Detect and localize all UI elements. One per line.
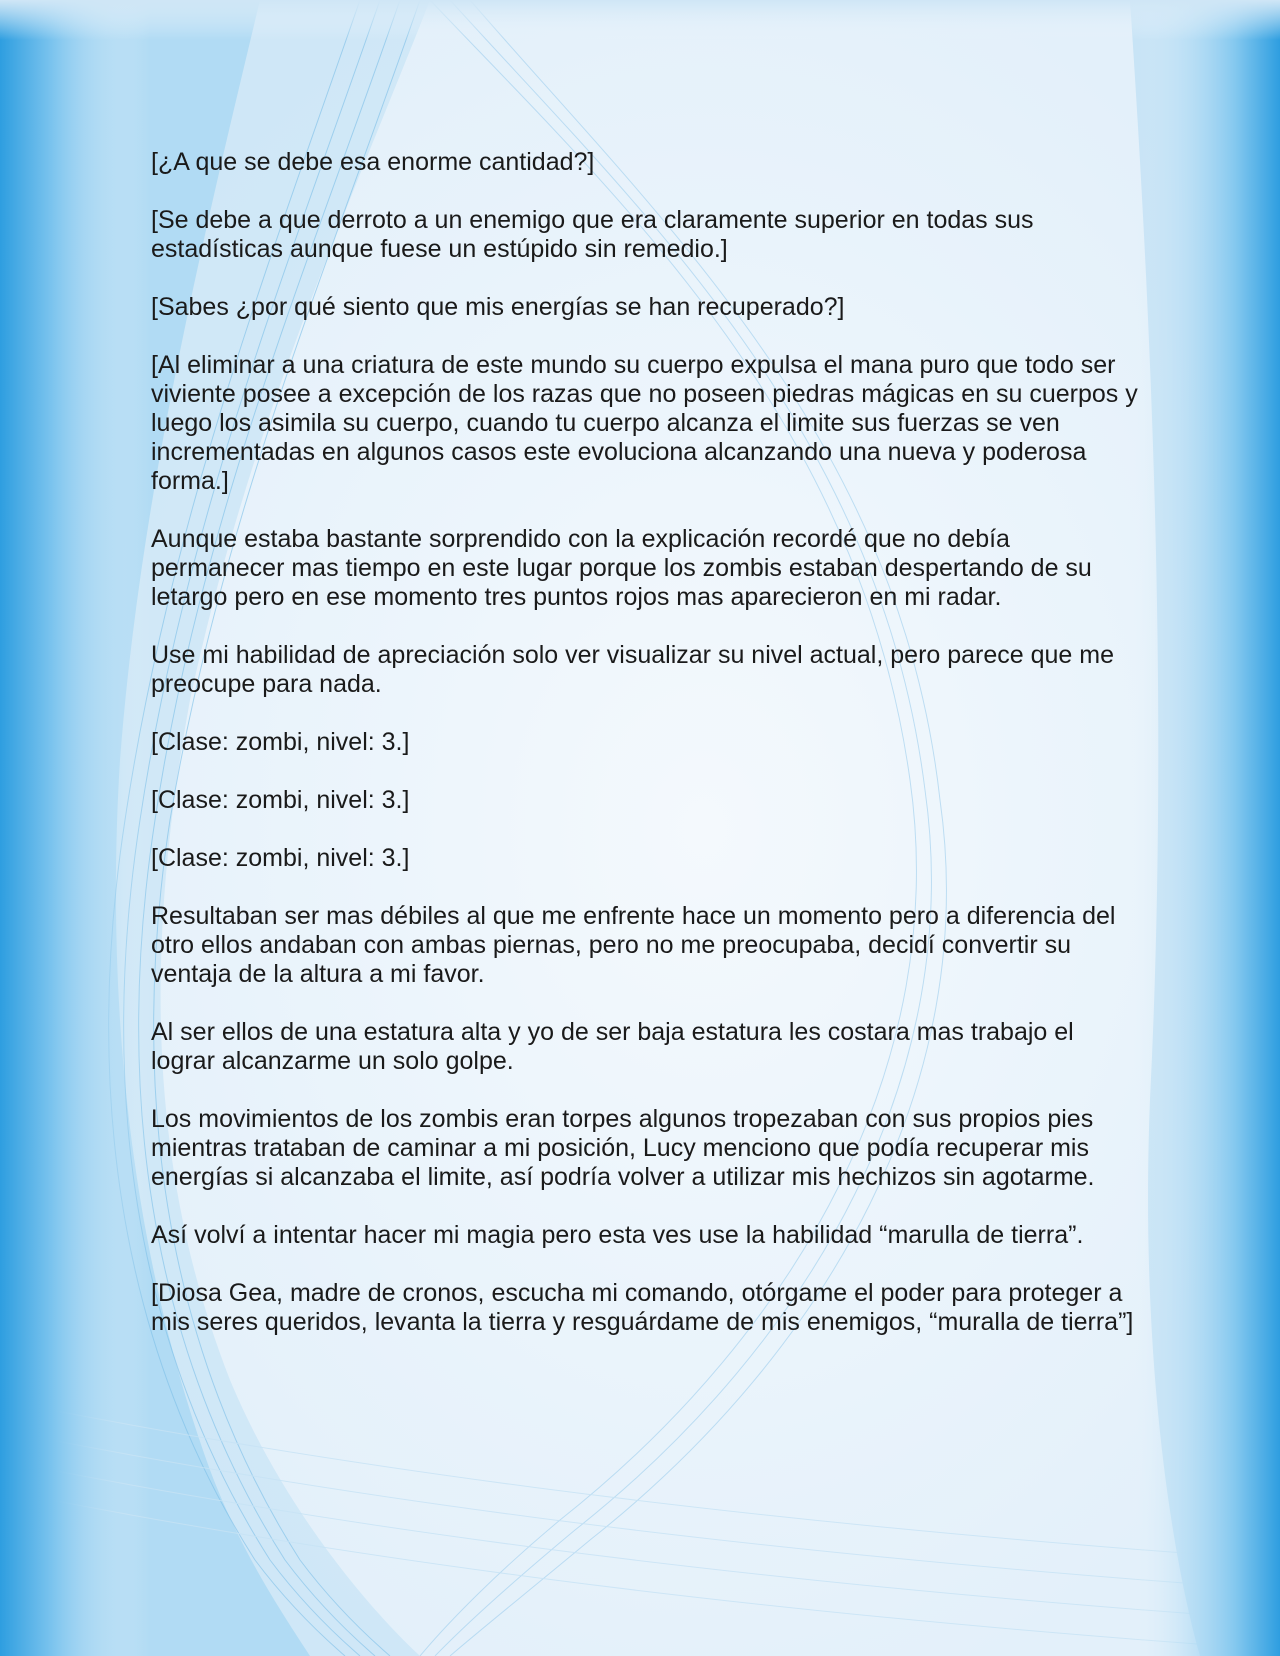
paragraph: Así volví a intentar hacer mi magia pero esta ves use la habilidad “marulla de tierra”. xyxy=(151,1221,1084,1249)
paragraph: [Clase: zombi, nivel: 3.] xyxy=(151,844,410,872)
story-text xyxy=(151,148,1141,1366)
paragraph: [Sabes ¿por qué siento que mis energías se han recuperado?] xyxy=(151,293,845,321)
paragraph: Aunque estaba bastante sorprendido con la explicación recordé que no debía permanecer mas tiempo en este lugar porque los zombis estaban despertando de su letargo pero en ese momento tres puntos rojos mas aparecieron en mi radar. xyxy=(151,525,1092,611)
paragraph: Los movimientos de los zombis eran torpes algunos tropezaban con sus propios pies mientras trataban de caminar a mi posición, Lucy menciono que podía recuperar mis energías si alcanzaba el limite, así podría volver a utilizar mis hechizos sin agotarme. xyxy=(151,1105,1095,1191)
paragraph: [Clase: zombi, nivel: 3.] xyxy=(151,728,410,756)
paragraph: [Se debe a que derroto a un enemigo que era claramente superior en todas sus estadísticas aunque fuese un estúpido sin remedio.] xyxy=(151,206,1034,263)
paragraph: Use mi habilidad de apreciación solo ver visualizar su nivel actual, pero parece que me preocupe para nada. xyxy=(151,641,1115,698)
paragraph: Resultaban ser mas débiles al que me enfrente hace un momento pero a diferencia del otro ellos andaban con ambas piernas, pero no me preocupaba, decidí convertir su ventaja de la altura a mi favor. xyxy=(151,902,1116,988)
paragraph: [Diosa Gea, madre de cronos, escucha mi comando, otórgame el poder para proteger a mis seres queridos, levanta la tierra y resguárdame de mis enemigos, “muralla de tierra”] xyxy=(151,1279,1134,1336)
paragraph: [Al eliminar a una criatura de este mundo su cuerpo expulsa el mana puro que todo ser viviente posee a excepción de los razas que no poseen piedras mágicas en su cuerpos y luego los asimila su cuerpo, cuando tu cuerpo alcanza el limite sus fuerzas se ven incrementadas en algunos casos este evoluciona alcanzando una nueva y poderosa forma.] xyxy=(151,351,1138,495)
paragraph: [Clase: zombi, nivel: 3.] xyxy=(151,786,410,814)
paragraph: [¿A que se debe esa enorme cantidad?] xyxy=(151,148,595,176)
paragraph: Al ser ellos de una estatura alta y yo de ser baja estatura les costara mas trabajo el lograr alcanzarme un solo golpe. xyxy=(151,1018,1074,1075)
